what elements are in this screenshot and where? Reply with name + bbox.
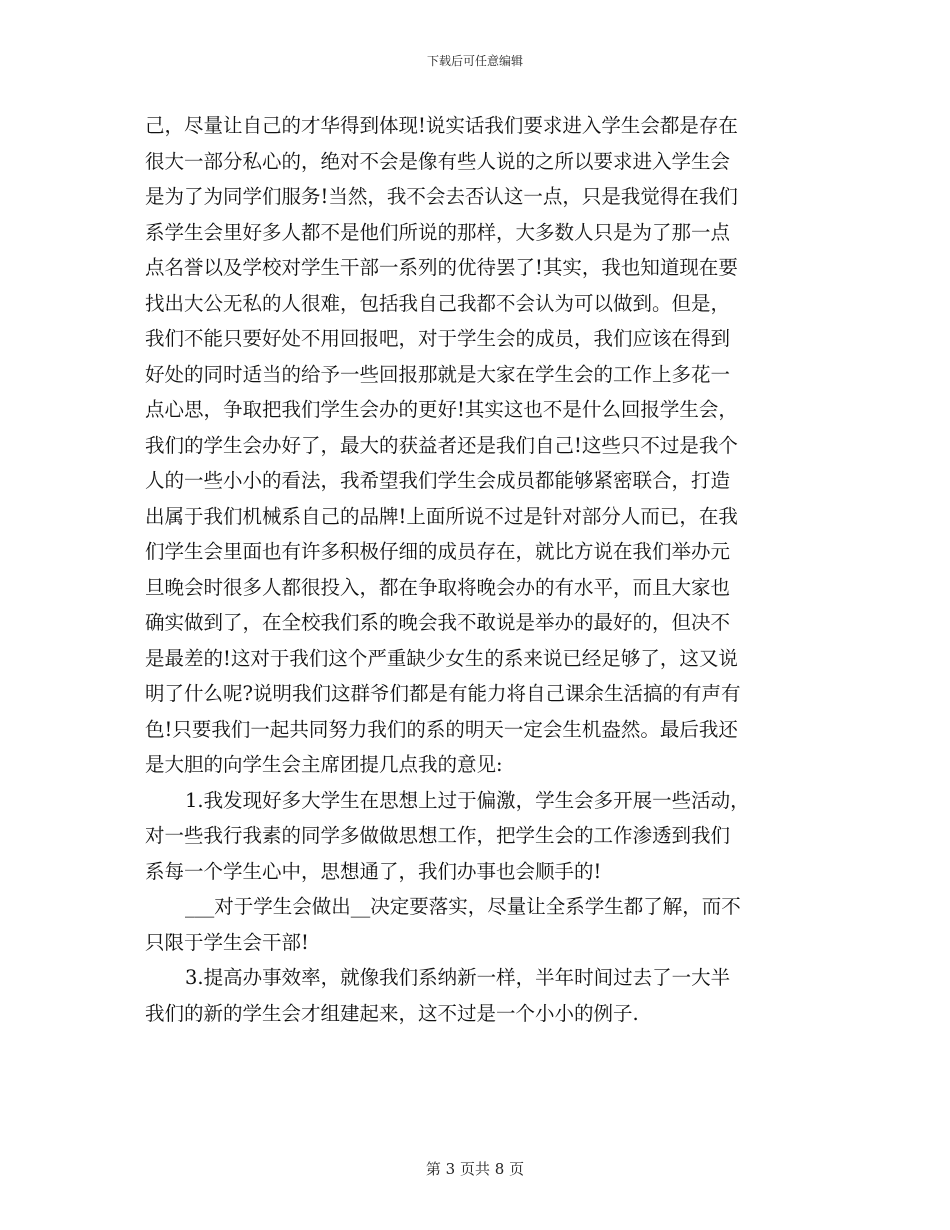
- page-header: 下载后可任意编辑: [426, 54, 523, 68]
- text-line: 确实做到了，在全校我们系的晚会我不敢说是举办的最好的，但决不: [145, 611, 731, 634]
- text-line: 是大胆的向学生会主席团提几点我的意见:: [145, 753, 503, 776]
- document-body: [145, 108, 817, 1031]
- text-line: 人的一些小小的看法，我希望我们学生会成员都能够紧密联合，打造: [145, 469, 731, 492]
- text-line: 好处的同时适当的给予一些回报那就是大家在学生会的工作上多花一: [145, 362, 731, 386]
- text-line: 找出大公无私的人很难，包括我自己我都不会认为可以做到。但是，: [145, 291, 731, 315]
- text-line: 很大一部分私心的，绝对不会是像有些人说的之所以要求进入学生会: [145, 149, 731, 173]
- list-item-3-line: 3.提高办事效率，就像我们系纳新一样，半年时间过去了一大半: [185, 966, 731, 989]
- text-line: 出属于我们机械系自己的品牌!上面所说不过是针对部分人而已，在我: [145, 504, 738, 528]
- text-line: 旦晚会时很多人都很投入，都在争取将晚会办的有水平，而且大家也: [145, 575, 731, 599]
- text-line: 是为了为同学们服务!当然，我不会去否认这一点，只是我觉得在我们: [145, 185, 738, 208]
- text-line: 对一些我行我素的同学多做做思想工作，把学生会的工作渗透到我们: [145, 824, 731, 847]
- text-line: 是最差的!这对于我们这个严重缺少女生的系来说已经足够了，这又说: [145, 646, 738, 670]
- text-line: 我们的学生会办好了，最大的获益者还是我们自己!这些只不过是我个: [145, 433, 738, 457]
- text-line: 我们的新的学生会才组建起来，这不过是一个小小的例子.: [145, 1001, 639, 1025]
- text-line: 色!只要我们一起共同努力我们的系的明天一定会生机盎然。最后我还: [145, 717, 738, 741]
- text-line: 系每一个学生心中，思想通了，我们办事也会顺手的!: [145, 859, 602, 883]
- list-item-1-line: 1.我发现好多大学生在思想上过于偏激，学生会多开展一些活动，: [185, 788, 750, 812]
- text-line: 只限于学生会干部!: [145, 930, 309, 954]
- text-line: 点名誉以及学校对学生干部一系列的优待罢了!其实，我也知道现在要: [145, 256, 738, 279]
- text-line: 己，尽量让自己的才华得到体现!说实话我们要求进入学生会都是存在: [145, 114, 738, 137]
- text-line: 点心思，争取把我们学生会办的更好!其实这也不是什么回报学生会，: [145, 398, 738, 421]
- text-line: 我们不能只要好处不用回报吧，对于学生会的成员，我们应该在得到: [145, 327, 731, 350]
- text-line: 明了什么呢?说明我们这群爷们都是有能力将自己课余生活搞的有声有: [145, 682, 741, 705]
- list-item-2-line: ___对于学生会做出__决定要落实，尽量让全系学生都了解，而不: [185, 895, 741, 918]
- text-line: 系学生会里好多人都不是他们所说的那样，大多数人只是为了那一点: [145, 220, 731, 244]
- text-line: 们学生会里面也有许多积极仔细的成员存在，就比方说在我们举办元: [145, 540, 731, 563]
- page-number: 第 3 页共 8 页: [425, 1160, 525, 1178]
